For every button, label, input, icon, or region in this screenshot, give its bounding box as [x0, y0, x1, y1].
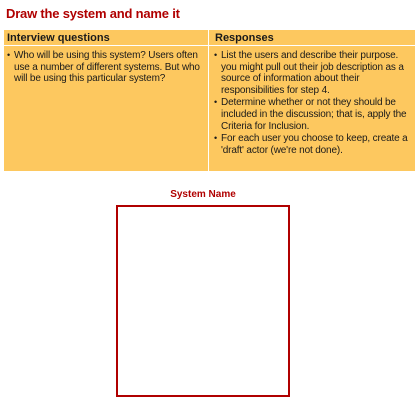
page-title: Draw the system and name it — [6, 6, 180, 21]
header-responses: Responses — [215, 32, 274, 44]
interview-table — [4, 30, 415, 171]
bullet-icon: • — [7, 50, 11, 60]
response-item — [213, 50, 413, 96]
bullet-icon: • — [214, 97, 218, 108]
bullet-icon: • — [214, 133, 218, 144]
responses-column — [213, 50, 413, 157]
question-item — [6, 50, 204, 85]
bullet-icon: • — [214, 50, 218, 60]
response-text: For each user you choose to keep, create a 'draft' actor (we're not done). — [221, 133, 408, 156]
response-text: List the users and describe their purpose. you might pull out their job description as a source of information about their responsibilities for step 4. — [221, 50, 404, 96]
question-text: Who will be using this system? Users often use a number of different systems. But who will be using this particular system? — [14, 50, 200, 85]
response-item — [213, 97, 413, 132]
system-name-label: System Name — [170, 189, 236, 200]
questions-column — [6, 50, 204, 86]
response-text: Determine whether or not they should be included in the discussion; that is, apply the Criteria for Inclusion. — [221, 97, 407, 132]
system-boundary-box — [116, 205, 290, 397]
table-header-row — [4, 30, 415, 46]
header-interview-questions: Interview questions — [7, 32, 110, 44]
response-item — [213, 133, 413, 156]
column-divider — [208, 30, 209, 171]
